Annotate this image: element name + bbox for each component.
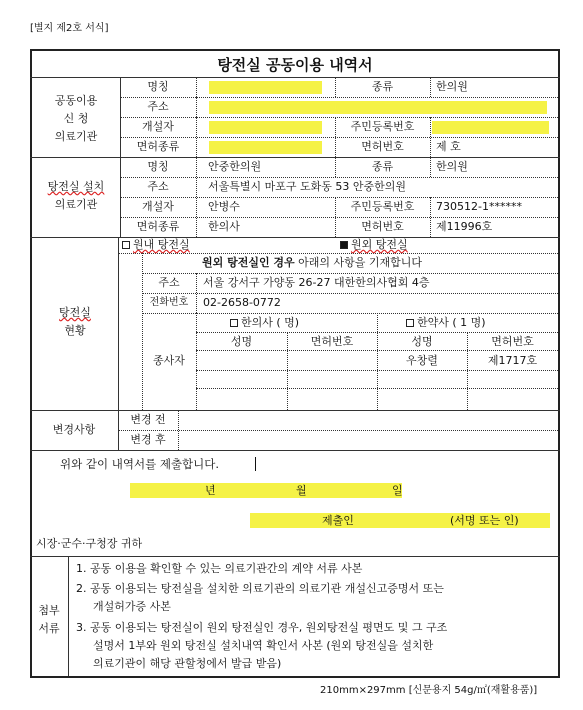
requester-license-type-field[interactable] (209, 141, 322, 154)
form-label: [별지 제2호 서식] (30, 23, 109, 34)
installer-license-type-value: 한의사 (208, 220, 240, 233)
installer-name-value: 안중한의원 (208, 160, 262, 173)
requester-address-field[interactable] (209, 101, 547, 114)
attachment-item-3: 3. 공동 이용되는 탕전실이 원외 탕전실인 경우, 원외탕전실 평면도 및 그 구조 (76, 621, 448, 634)
in-clinic-checkbox[interactable] (122, 241, 130, 249)
installer-license-type-label: 면허종류 (136, 220, 180, 233)
installer-name-label: 명칭 (147, 160, 169, 173)
day-label: 일 (392, 484, 403, 497)
attachment-item-3-cont: 설명서 1부와 원외 탕전실 설치내역 확인서 사본 (원외 탕전실을 설치한 (93, 639, 434, 652)
pharmacist-checkbox[interactable] (406, 319, 414, 327)
installer-type-label: 종류 (371, 160, 394, 173)
recipient: 시장·군수·구청장 귀하 (36, 537, 143, 550)
attachments-section-label: 첨부 서류 (38, 604, 60, 635)
installer-resident-label: 주민등록번호 (350, 200, 415, 213)
status-phone-label: 전화번호 (149, 297, 189, 308)
requester-address-label: 주소 (147, 100, 169, 113)
attachment-item-1: 1. 공동 이용을 확인할 수 있는 의료기관간의 계약 서류 사본 (76, 562, 363, 575)
installer-founder-value: 안병수 (208, 200, 240, 213)
doctor-license-header: 면허번호 (310, 335, 354, 348)
requester-section-label: 공동이용 신 청 의료기관 (54, 94, 98, 143)
attachment-item-2-cont: 개설허가증 사본 (93, 600, 171, 613)
attachment-item-3-cont2: 의료기관이 해당 관할청에서 발급 받음) (93, 657, 282, 670)
footer-paper-spec: 210mm×297mm [신문용지 54g/㎡(재활용품)] (320, 685, 538, 696)
in-clinic-option[interactable]: 원내 탕전실 (122, 238, 190, 252)
installer-license-no-label: 면허번호 (361, 220, 404, 233)
status-address-value: 서울 강서구 가양동 26-27 대한한의사협회 4층 (203, 276, 430, 289)
doctor-checkbox[interactable] (230, 319, 238, 327)
status-phone-value: 02-2658-0772 (203, 296, 281, 309)
status-section-label: 탕전실 현황 (59, 306, 91, 337)
doctor-count[interactable]: 한의사 ( 명) (230, 316, 299, 330)
requester-resident-label: 주민등록번호 (350, 120, 415, 133)
pharmacist-license-value: 제1717호 (487, 354, 538, 367)
requester-type-value: 한의원 (436, 80, 468, 93)
attachment-item-2: 2. 공동 이용되는 탕전실을 설치한 의료기관의 의료기관 개설신고증명서 또는 (76, 582, 444, 595)
external-option[interactable]: 원외 탕전실 (340, 238, 408, 252)
installer-license-no-value: 제11996호 (436, 220, 493, 233)
requester-resident-field[interactable] (432, 121, 549, 134)
pharmacist-name-header: 성명 (411, 335, 433, 348)
requester-name-label: 명칭 (147, 80, 169, 93)
pharmacist-name-value: 우창렬 (406, 354, 438, 367)
requester-founder-field[interactable] (209, 121, 322, 134)
month-label: 월 (296, 484, 307, 497)
pharmacist-license-header: 면허번호 (491, 335, 534, 348)
requester-license-no-label: 면허번호 (361, 140, 404, 153)
submission-statement: 위와 같이 내역서를 제출합니다. (60, 457, 220, 471)
installer-type-value: 한의원 (436, 160, 468, 173)
pharmacist-count[interactable]: 한약사 ( 1 명) (406, 316, 486, 330)
text-cursor (255, 457, 256, 471)
doctor-name-header: 성명 (230, 335, 253, 348)
changes-section-label: 변경사항 (52, 423, 96, 436)
date-field[interactable] (130, 483, 402, 498)
requester-name-field[interactable] (209, 81, 322, 94)
requester-license-type-label: 면허종류 (136, 140, 180, 153)
requester-type-label: 종류 (371, 80, 394, 93)
installer-founder-label: 개설자 (142, 200, 174, 213)
sign-label: (서명 또는 인) (450, 514, 519, 527)
installer-resident-value: 730512-1****** (436, 200, 522, 213)
staff-label: 종사자 (153, 354, 185, 367)
year-label: 년 (205, 484, 216, 497)
status-address-label: 주소 (158, 276, 180, 289)
requester-license-no-value: 제 호 (436, 140, 461, 153)
external-checkbox[interactable] (340, 241, 348, 249)
requester-founder-label: 개설자 (142, 120, 174, 133)
submitter-label: 제출인 (322, 514, 354, 527)
installer-address-value: 서울특별시 마포구 도화동 53 안중한의원 (208, 180, 406, 193)
external-notice: 원외 탕전실인 경우 아래의 사항을 기재합니다 (202, 256, 423, 269)
change-after-label: 변경 후 (130, 433, 166, 446)
installer-address-label: 주소 (147, 180, 169, 193)
page-title: 탕전실 공동이용 내역서 (217, 56, 373, 74)
installer-section-label: 탕전실 설치 의료기관 (47, 180, 105, 211)
change-before-label: 변경 전 (130, 413, 166, 426)
